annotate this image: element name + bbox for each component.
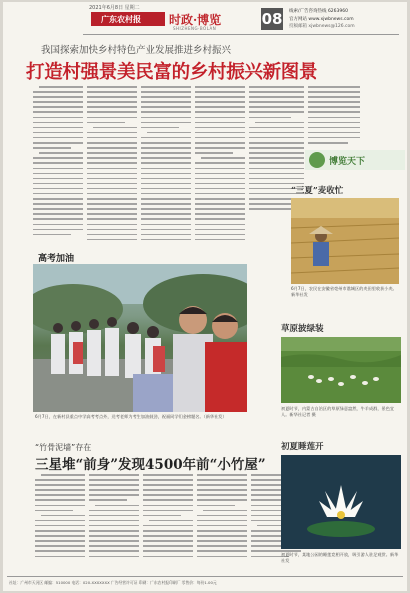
archaeology-column-4 xyxy=(197,474,247,570)
sidebar-item-1-caption: 6月7日，农民在安徽省亳州市谯城区的麦田里收获小麦。新华社发 xyxy=(291,286,397,297)
newspaper-page xyxy=(3,2,407,591)
archaeology-column-2 xyxy=(89,474,139,570)
sidebar-item-1-title: “三夏”麦收忙 xyxy=(291,186,344,196)
website-info: 官方网站 www.xjwbnews.com xyxy=(289,17,354,22)
sidebar-item-2-title: 草原披绿装 xyxy=(281,324,324,334)
masthead-divider xyxy=(83,34,399,35)
sidebar-item-2-caption: 初夏时节，内蒙古自治区的草原绿意盎然，牛羊成群，景色宜人。新华社记者 摄 xyxy=(281,406,395,417)
article-column-2 xyxy=(87,86,137,246)
section-subtitle: SHIZHENG·BOLAN xyxy=(173,26,217,31)
sidebar-item-3-caption: 初夏时节，某地公园的睡莲竞相开放，吸引游人驻足观赏。新华社发 xyxy=(281,552,399,563)
issue-date: 2021年6月8日 星期二 xyxy=(89,5,140,11)
footer-divider xyxy=(7,576,403,577)
grassland-photo xyxy=(281,337,401,403)
photo-caption: 6月7日，在新村县重点中学高考考点外，送考老师为考生加油鼓劲，祝福同学们金榜题名。（新华社发） xyxy=(35,414,227,419)
sidebar-column-title: 博览天下 xyxy=(329,157,366,167)
article-kicker: 我国探索加快乡村特色产业发展推进乡村振兴 xyxy=(41,45,232,56)
sidebar-banner xyxy=(305,150,405,170)
email-info: 投稿邮箱 xjwbnews@126.com xyxy=(289,24,355,29)
article-headline: 打造村强景美民富的乡村振兴新图景 xyxy=(26,62,318,83)
archaeology-headline: 三星堆“前身”发现4500年前“小竹屋” xyxy=(35,457,266,473)
sidebar-item-3-title: 初夏睡莲开 xyxy=(281,442,324,452)
water-lily-photo xyxy=(281,455,401,549)
hotline-info: 线索/广告咨询热线 6263960 xyxy=(289,9,348,14)
leaf-icon xyxy=(309,152,325,168)
article-column-6 xyxy=(308,86,360,148)
archaeology-column-3 xyxy=(143,474,193,570)
article-column-1 xyxy=(33,86,83,236)
archaeology-column-1 xyxy=(35,474,85,570)
page-number: 08 xyxy=(261,10,283,28)
article-column-4 xyxy=(195,86,245,246)
article-column-3 xyxy=(141,86,191,246)
article-column-5 xyxy=(249,86,304,216)
graduation-photo xyxy=(33,264,247,412)
wheat-harvest-photo xyxy=(291,198,399,284)
photo-title: 高考加油 xyxy=(38,254,75,264)
page-footer: 社址：广州市天河区 邮编：510000 电话：020-XXXXXXX 广告经营许可证 印刷：广东农村报印刷厂 零售价：每份1.00元 xyxy=(9,580,217,585)
newspaper-logo: 广东农村报 xyxy=(91,12,165,26)
archaeology-kicker: “竹骨泥墙”存在 xyxy=(35,443,92,452)
section-title: 时政·博览 xyxy=(169,13,222,27)
